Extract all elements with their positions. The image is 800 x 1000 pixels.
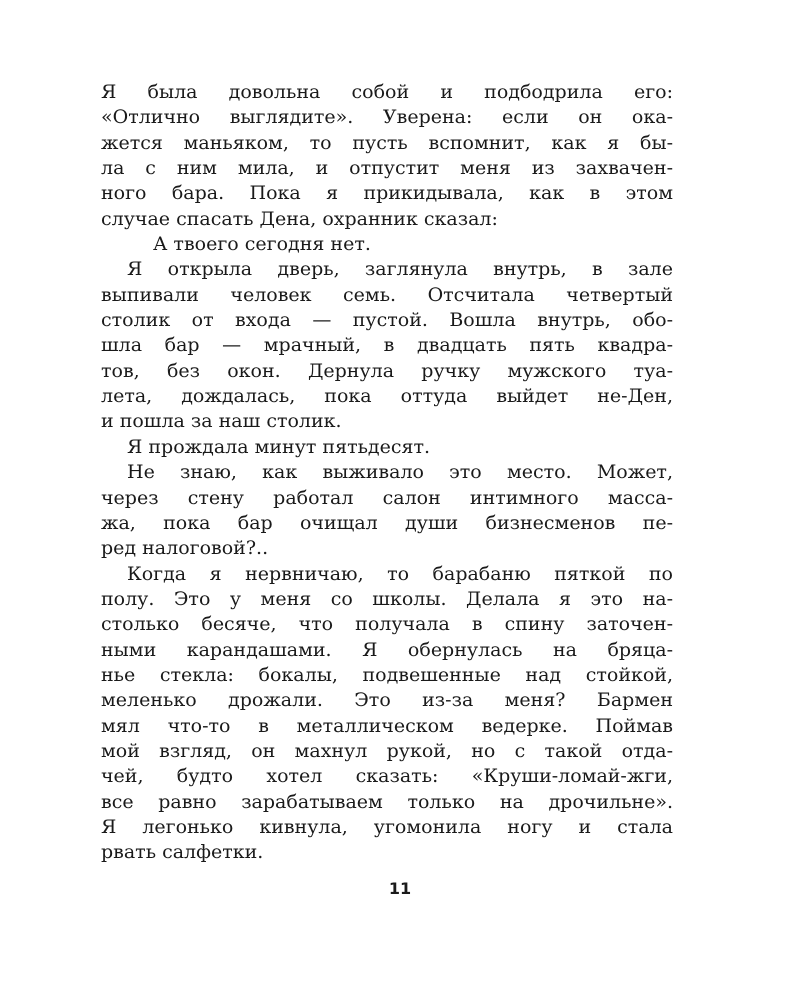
- text-line: «Отлично выглядите». Уверена: если он ока-: [101, 106, 673, 129]
- text-line: тов, без окон. Дернула ручку мужского туа-: [101, 359, 673, 382]
- text-line: ного бара. Пока я прикидывала, как в этом: [101, 182, 673, 205]
- dialogue-line: А твоего сегодня нет.: [153, 233, 371, 256]
- text-line: лета, дождалась, пока оттуда выйдет не-Ден,: [101, 385, 673, 408]
- body-text: [101, 80, 673, 866]
- text-line: и пошла за наш столик.: [101, 410, 342, 433]
- text-line: жа, пока бар очищал души бизнесменов пе-: [101, 511, 673, 534]
- text-line: Когда я нервничаю, то барабаню пяткой по: [127, 562, 673, 585]
- text-line: полу. Это у меня со школы. Делала я это на-: [101, 587, 673, 610]
- text-line: нье стекла: бокалы, подвешенные над стойкой,: [101, 663, 673, 686]
- text-line: Я была довольна собой и подбодрила его:: [101, 81, 673, 103]
- text-line: случае спасать Дена, охранник сказал:: [101, 207, 498, 230]
- page-number: 11: [388, 879, 412, 898]
- text-line: меленько дрожали. Это из-за меня? Бармен: [101, 689, 673, 712]
- text-line: Не знаю, как выживало это место. Может,: [127, 461, 673, 484]
- text-line: столик от входа — пустой. Вошла внутрь, обо-: [101, 309, 673, 332]
- text-line: жется маньяком, то пусть вспомнит, как я бы-: [101, 131, 673, 154]
- text-line: мял что-то в металлическом ведерке. Поймав: [101, 714, 673, 737]
- text-line: выпивали человек семь. Отсчитала четвертый: [101, 283, 673, 306]
- text-line: чей, будто хотел сказать: «Круши-ломай-жги,: [101, 765, 673, 788]
- text-line: рвать салфетки.: [101, 841, 264, 864]
- text-line: ными карандашами. Я обернулась на бряца-: [101, 638, 673, 661]
- text-line: Я легонько кивнула, угомонила ногу и стала: [101, 815, 673, 838]
- text-line: шла бар — мрачный, в двадцать пять квадра-: [101, 334, 673, 357]
- text-line: ла с ним мила, и отпустит меня из захвачен-: [101, 157, 673, 180]
- text-line: столько бесяче, что получала в спину заточен-: [101, 613, 673, 636]
- text-line: все равно зарабатываем только на дрочильне».: [101, 790, 673, 813]
- text-line: ред налоговой?..: [101, 537, 269, 560]
- text-line: через стену работал салон интимного масса-: [101, 486, 673, 509]
- text-line: мой взгляд, он махнул рукой, но с такой отда-: [101, 739, 673, 762]
- text-line: Я прождала минут пятьдесят.: [127, 435, 431, 458]
- text-line: Я открыла дверь, заглянула внутрь, в зале: [127, 258, 673, 281]
